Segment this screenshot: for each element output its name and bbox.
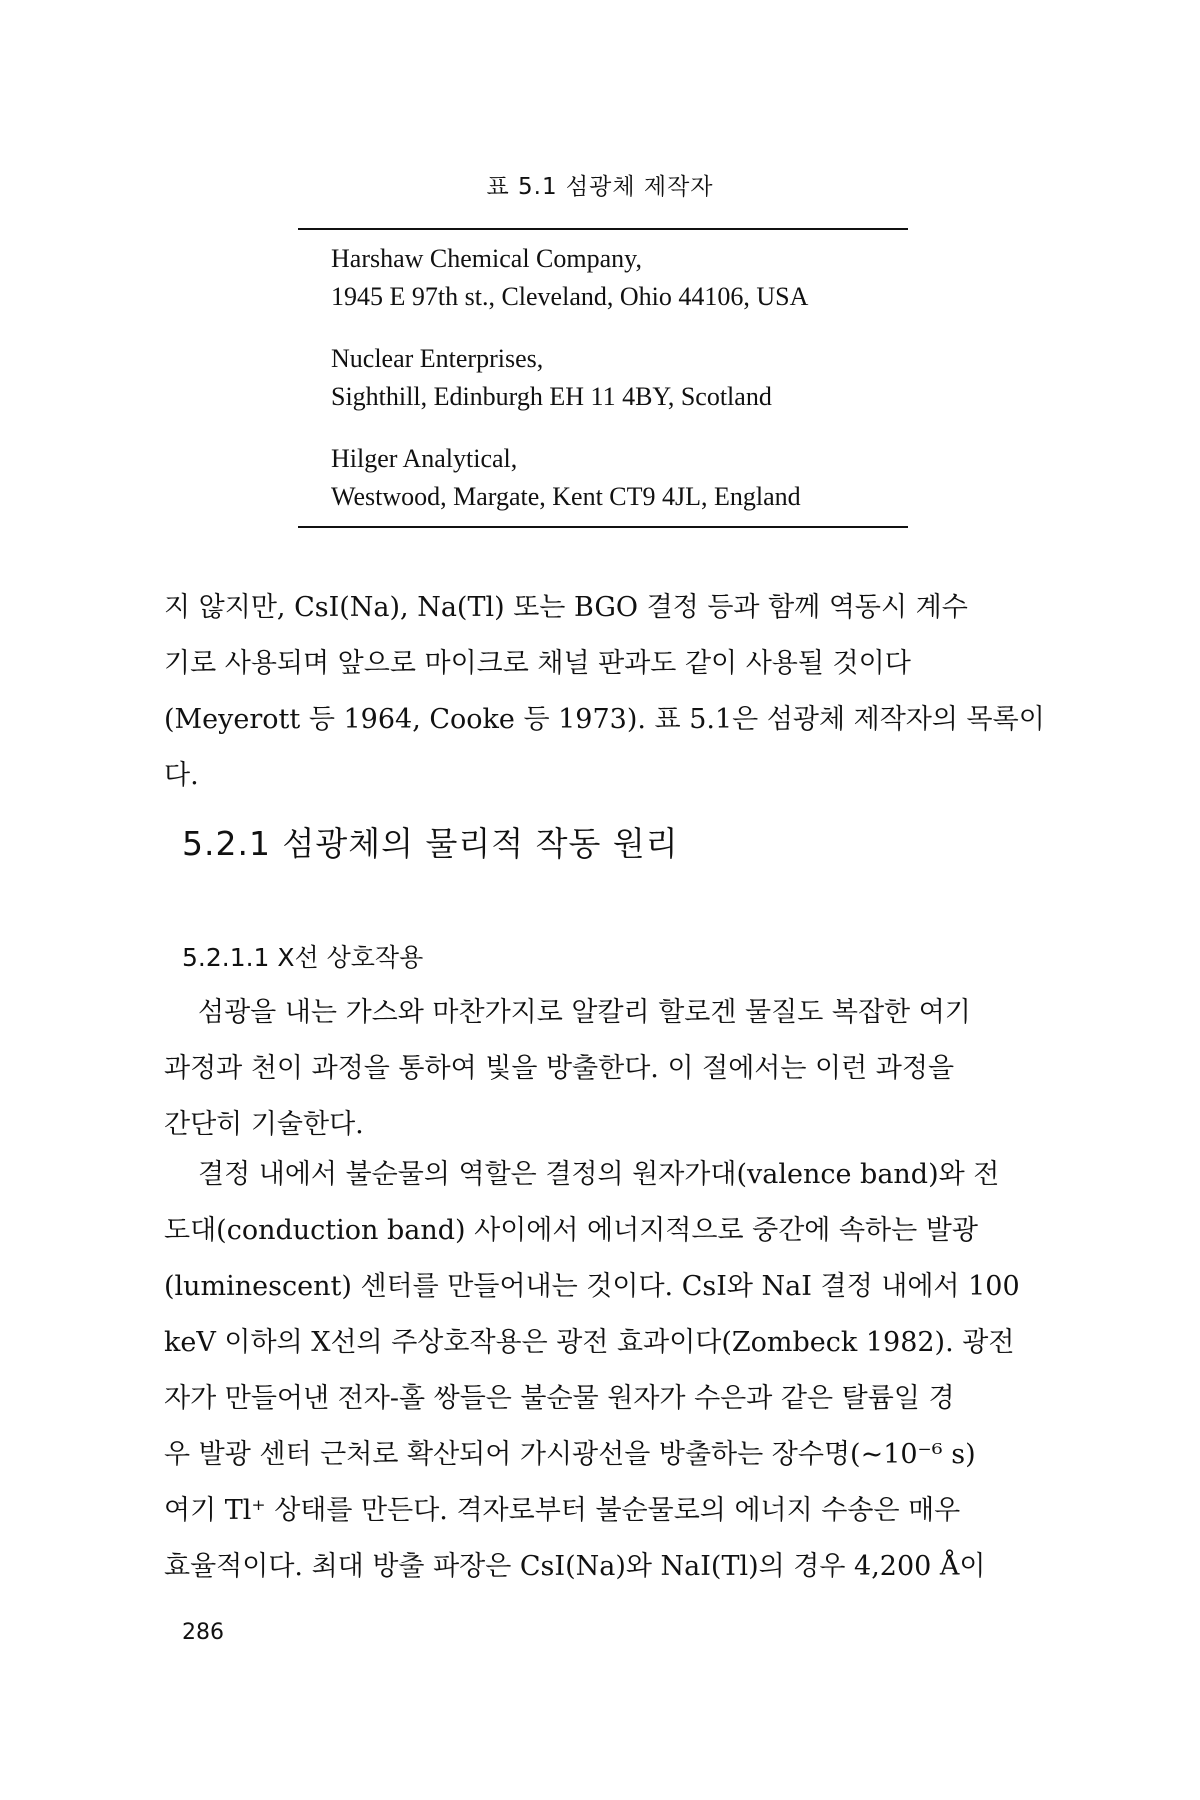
subsection-heading: 5.2.1.1 X선 상호작용 — [182, 943, 424, 972]
page-number: 286 — [182, 1620, 224, 1645]
text-line: 우 발광 센터 근처로 확산되어 가시광선을 방출하는 장수명(~10⁻⁶ s) — [164, 1439, 976, 1470]
table-entry — [331, 340, 908, 416]
manufacturer-table — [298, 228, 908, 528]
table-entries — [298, 230, 908, 526]
text-line: 다. — [164, 760, 199, 791]
text-line: keV 이하의 X선의 주상호작용은 광전 효과이다(Zombeck 1982). 광전 — [164, 1327, 1015, 1358]
entry-name: Hilger Analytical, — [331, 444, 518, 473]
text-line: (Meyerott 등 1964, Cooke 등 1973). 표 5.1은 섬광체 제작자의 목록이 — [164, 704, 1045, 735]
entry-name: Nuclear Enterprises, — [331, 344, 544, 373]
text-line: 섬광을 내는 가스와 마찬가지로 알칼리 할로겐 물질도 복잡한 여기 — [198, 997, 971, 1028]
text-line: 기로 사용되며 앞으로 마이크로 채널 판과도 같이 사용될 것이다 — [164, 648, 911, 679]
table-caption: 표 5.1 섬광체 제작자 — [486, 174, 714, 200]
paragraph-excitation — [164, 985, 1059, 1153]
text-line: 지 않지만, CsI(Na), Na(Tl) 또는 BGO 결정 등과 함께 역동시 계수 — [164, 592, 968, 623]
table-bottom-rule — [298, 526, 908, 528]
table-entry — [331, 440, 908, 516]
entry-name: Harshaw Chemical Company, — [331, 244, 642, 273]
paragraph-intro — [164, 580, 1059, 804]
entry-address: Westwood, Margate, Kent CT9 4JL, England — [331, 482, 801, 511]
text-line: (luminescent) 센터를 만들어내는 것이다. CsI와 NaI 결정 내에서 100 — [164, 1271, 1020, 1302]
text-line: 도대(conduction band) 사이에서 에너지적으로 중간에 속하는 발광 — [164, 1215, 978, 1246]
text-line: 간단히 기술한다. — [164, 1109, 364, 1140]
entry-address: 1945 E 97th st., Cleveland, Ohio 44106, USA — [331, 282, 809, 311]
text-line: 과정과 천이 과정을 통하여 빛을 방출한다. 이 절에서는 이런 과정을 — [164, 1053, 955, 1084]
text-line: 여기 Tl⁺ 상태를 만든다. 격자로부터 불순물로의 에너지 수송은 매우 — [164, 1495, 961, 1526]
text-line: 효율적이다. 최대 방출 파장은 CsI(Na)와 NaI(Tl)의 경우 4,200 Å이 — [164, 1551, 986, 1582]
paragraph-impurity-role — [164, 1147, 1059, 1595]
section-heading: 5.2.1 섬광체의 물리적 작동 원리 — [182, 824, 679, 863]
entry-address: Sighthill, Edinburgh EH 11 4BY, Scotland — [331, 382, 772, 411]
text-line: 자가 만들어낸 전자-홀 쌍들은 불순물 원자가 수은과 같은 탈륨일 경 — [164, 1383, 955, 1414]
table-entry — [331, 240, 908, 316]
text-line: 결정 내에서 불순물의 역할은 결정의 원자가대(valence band)와 전 — [198, 1159, 1000, 1190]
